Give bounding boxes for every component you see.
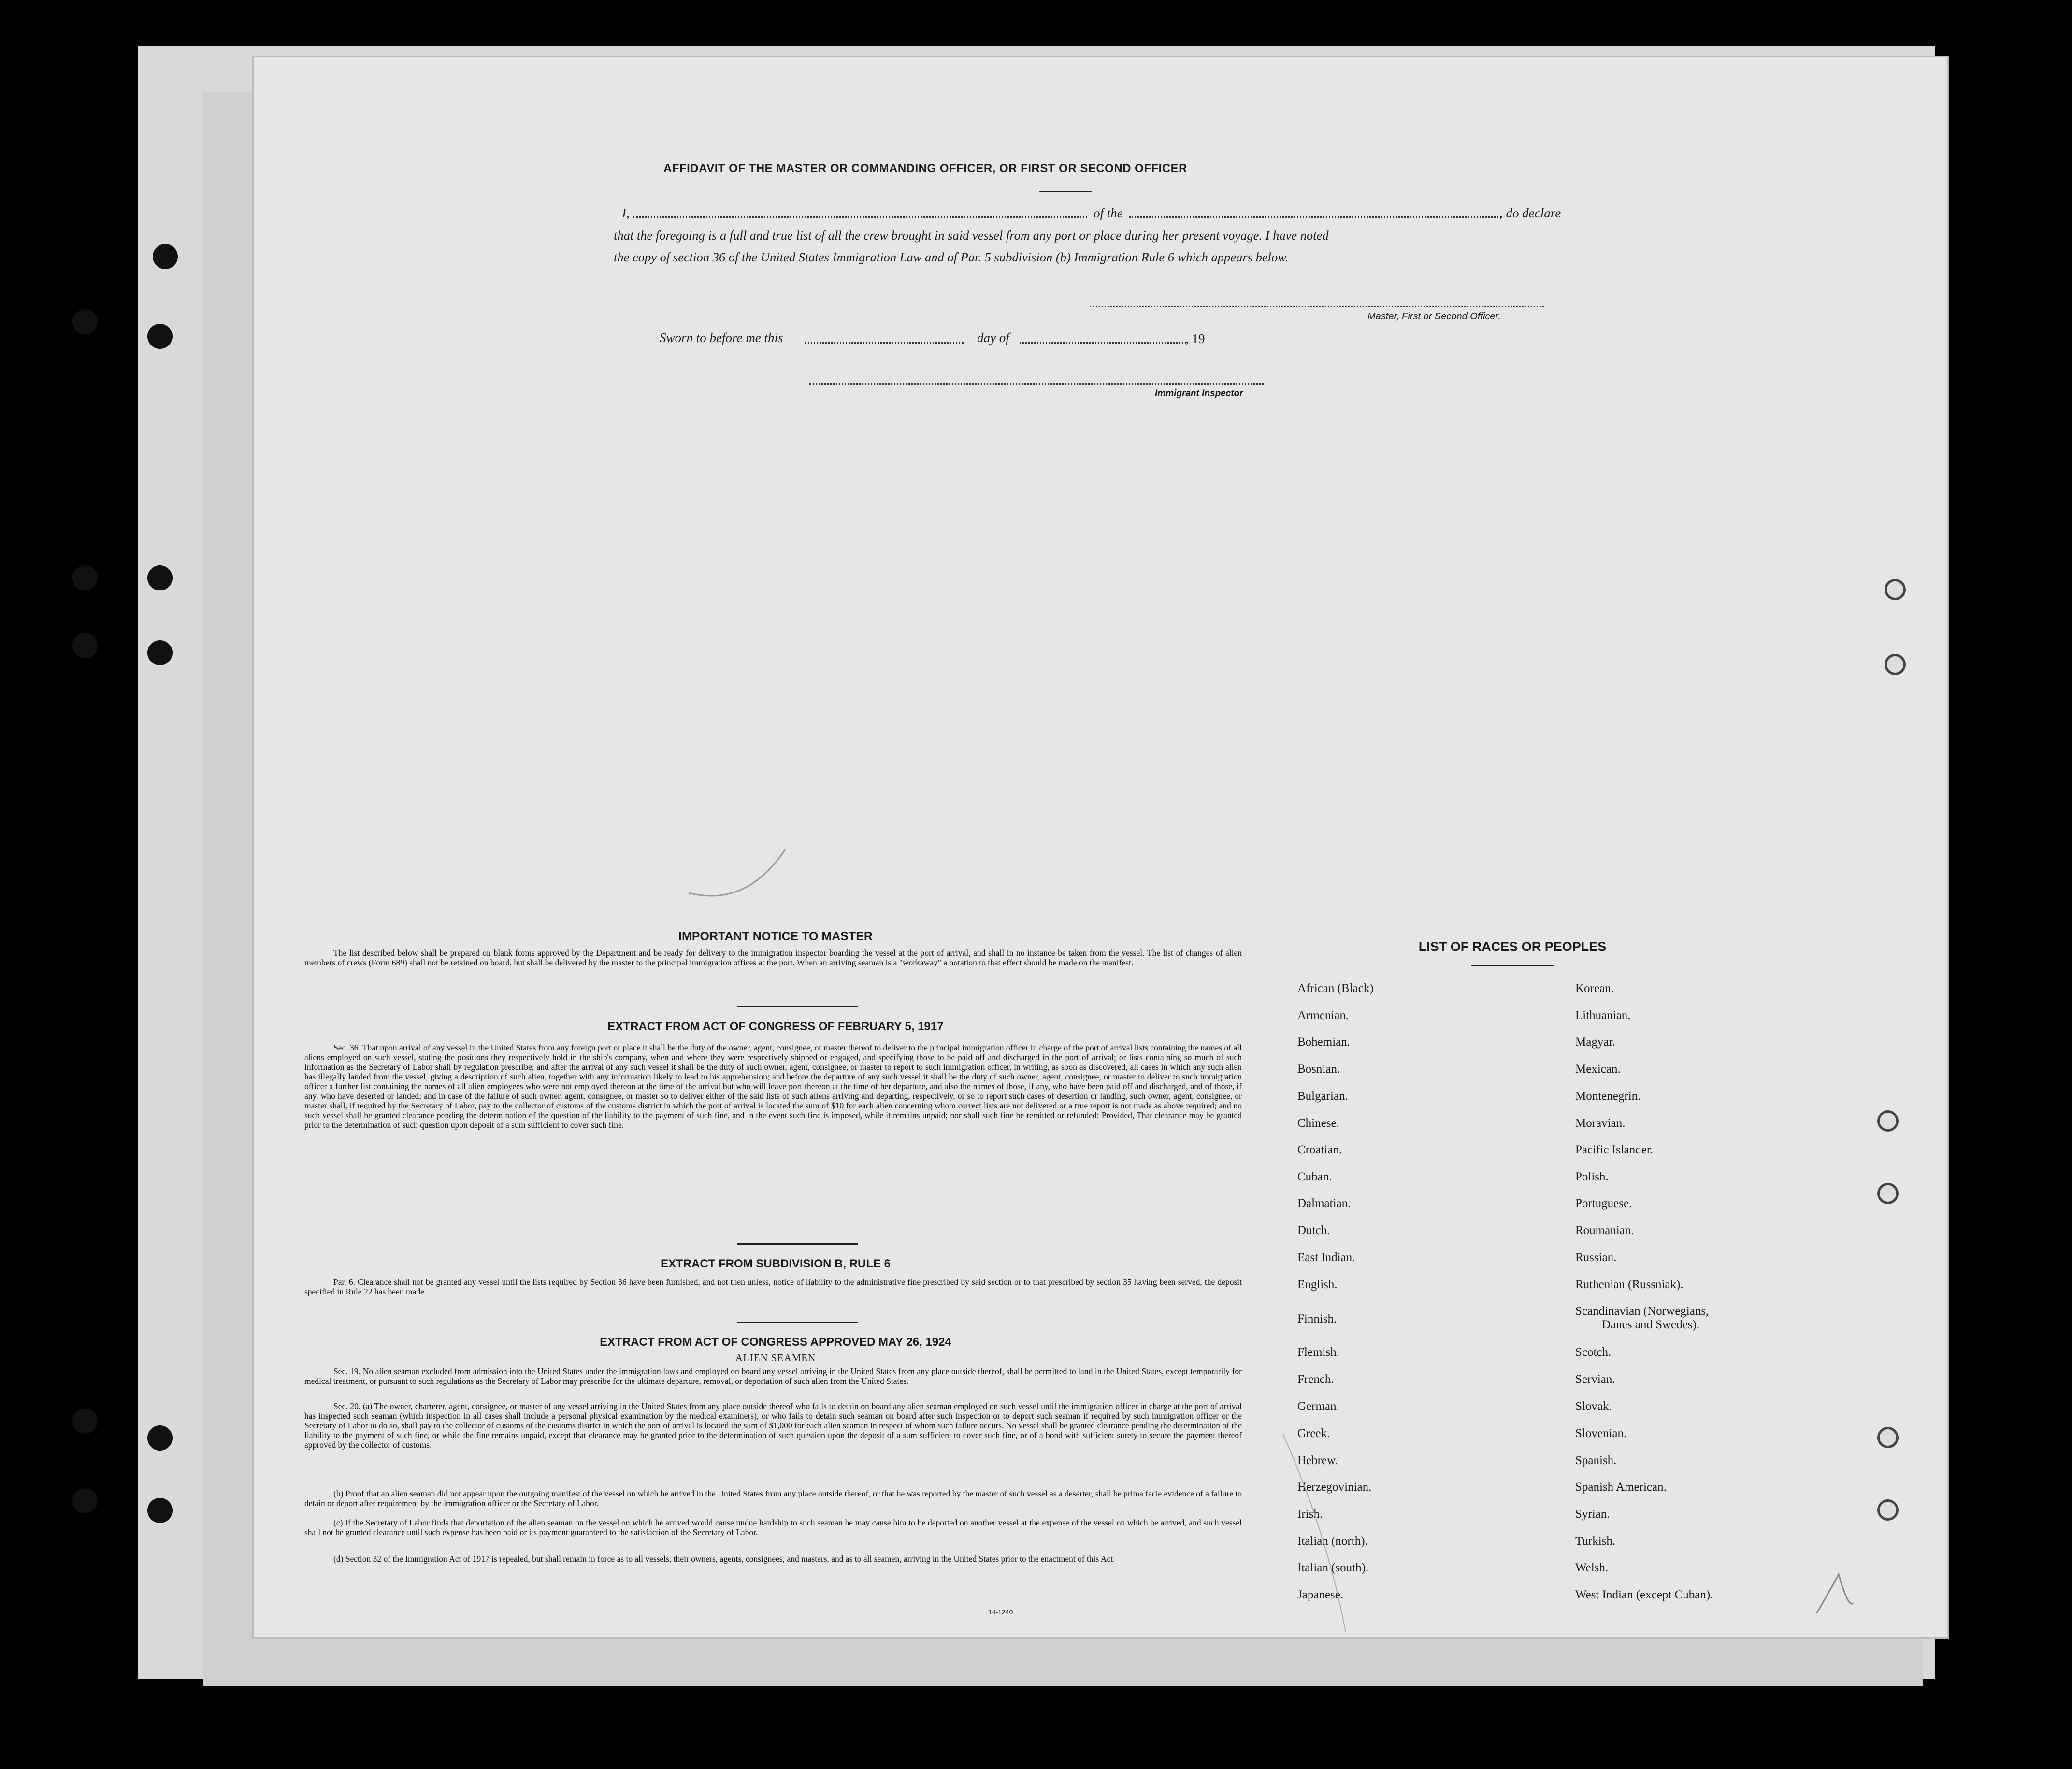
race-item: Italian (north). (1297, 1535, 1368, 1548)
race-item: Bohemian. (1297, 1036, 1351, 1049)
affidavit-of-the-label: of the (1094, 206, 1123, 220)
race-item: African (Black) (1297, 982, 1374, 995)
rule6-title: EXTRACT FROM SUBDIVISION B, RULE 6 (660, 1257, 891, 1270)
form-number: 14-1240 (988, 1608, 1013, 1616)
pencil-marks (254, 57, 1947, 1637)
race-item: Montenegrin. (1575, 1090, 1641, 1103)
day-of-label: day of (977, 331, 1009, 345)
race-item: Korean. (1575, 982, 1614, 995)
extract-1917-title: EXTRACT FROM ACT OF CONGRESS OF FEBRUARY 5, 1917 (607, 1020, 944, 1033)
race-item: East Indian. (1297, 1251, 1355, 1264)
binder-hole (147, 640, 173, 665)
race-item: Irish. (1297, 1508, 1323, 1521)
race-item: Finnish. (1297, 1312, 1337, 1325)
notice-title: IMPORTANT NOTICE TO MASTER (678, 930, 873, 943)
sec19-text: Sec. 19. No alien seaman excluded from admission into the United States under the immigration laws and employed on board any vessel arriving in the United States from any place outside thereof, shall be permitted to land in the United States, except temporarily for medical treatment, or pursuant to such regulations as the Secretary of Labor may prescribe for the ultimate departure, removal, or deportation of such alien from the United States. (304, 1366, 1242, 1386)
race-item: Scotch. (1575, 1346, 1612, 1359)
race-item: Dalmatian. (1297, 1197, 1351, 1210)
race-item: Welsh. (1575, 1561, 1609, 1574)
rule6-text: Par. 6. Clearance shall not be granted any vessel until the lists required by Section 36 have been furnished, and not then unless, notice of liability to the administrative fine prescribed by said section or to that prescribed by section 35 having been served, the deposit specified in Rule 22 has been made. (304, 1277, 1242, 1296)
race-item: Greek. (1297, 1427, 1330, 1440)
race-item: Pacific Islander. (1575, 1143, 1654, 1156)
race-item: Chinese. (1297, 1117, 1339, 1130)
race-item: Polish. (1575, 1170, 1609, 1183)
race-item: Portuguese. (1575, 1197, 1632, 1210)
affidavit-title: AFFIDAVIT OF THE MASTER OR COMMANDING OFFICER, OR FIRST OR SECOND OFFICER (663, 162, 1188, 175)
binder-hole (72, 1488, 98, 1513)
sec20d-text: (d) Section 32 of the Immigration Act of 1917 is repealed, but shall remain in force as to all vessels, their owners, agents, consignees, and masters, and as to all seamen, arriving in the United States prior to the enactment of this Act. (333, 1554, 1115, 1564)
race-item: Roumanian. (1575, 1224, 1634, 1237)
race-item: German. (1297, 1400, 1339, 1413)
year-label: , 19 (1185, 331, 1205, 346)
race-item: Magyar. (1575, 1036, 1615, 1049)
affidavit-text-line2: that the foregoing is a full and true list of all the crew brought in said vessel from any port or place during her present voyage. I have noted (614, 228, 1329, 243)
race-item: Mexican. (1575, 1063, 1621, 1076)
race-item: Syrian. (1575, 1508, 1610, 1521)
race-item: Hebrew. (1297, 1454, 1338, 1467)
sec20b-text: (b) Proof that an alien seaman did not appear upon the outgoing manifest of the vessel on which he arrived in the United States from any place outside thereof, or that he was reported by the master of such vessel as a deserter, shall be prima facie evidence of a failure to detain or deport after requirement by the immigration officer or the Secretary of Labor. (304, 1489, 1242, 1508)
binder-hole (147, 565, 173, 590)
race-item: Lithuanian. (1575, 1009, 1631, 1022)
extract-1924-title: EXTRACT FROM ACT OF CONGRESS APPROVED MAY 26, 1924 (600, 1336, 951, 1349)
race-item: Slovak. (1575, 1400, 1612, 1413)
race-item: English. (1297, 1278, 1338, 1291)
race-item: Slovenian. (1575, 1427, 1627, 1440)
race-item: Dutch. (1297, 1224, 1330, 1237)
master-caption: Master, First or Second Officer. (1367, 311, 1501, 322)
extract-1917-text: Sec. 36. That upon arrival of any vessel in the United States from any foreign port or place it shall be the duty of the owner, agent, consignee, or master thereof to deliver to the principal immigration officer in charge of the port of arrival lists containing the names of all aliens employed on such vessel, stating the positions they respectively hold in the ship's company, when and where they were respectively shipped or engaged, and specifying those to be paid off and discharged in the port of arrival; or lists containing so much of such information as the Secretary of Labor shall by regulation prescribe; and after the arrival of any such vessel it shall be the duty of such owner, agent, consignee, or master to report to such immigration officer, in writing, as soon as discovered, all cases in which any such alien has illegally landed from the vessel, giving a description of such alien, together with any information likely to lead to his apprehension; and before the departure of any such vessel it shall be the duty of such owner, agent, consignee, or master to deliver to such immigration officer a further list containing the names of all alien employees who were not employed thereon at the time of the arrival but who will leave port thereon at the time of her departure, and also the names of those, if any, who have been paid off and discharged, and of those, if any, who have deserted or landed; and in case of the failure of such owner, agent, consignee, or master so to deliver either of the said lists of such aliens arriving and departing, respectively, or so to report such cases of desertion or landing, such owner, agent, consignee, or master shall, if required by the Secretary of Labor, pay to the collector of customs of the customs district in which the port of arrival is located the sum of $10 for each alien concerning whom correct lists are not delivered or a true report is not made as above required; and no such vessel shall be granted clearance pending the determination of the question of the liability to the payment of such fine, and in the event such fine is imposed, while it remains unpaid; nor shall such fine be remitted or refunded: Provided, That clearance may be granted prior to the determination of such question upon deposit of a sum sufficient to cover such fine. (304, 1043, 1242, 1130)
race-item: Cuban. (1297, 1170, 1332, 1183)
binder-hole (72, 633, 98, 658)
race-item: Russian. (1575, 1251, 1617, 1264)
race-item: Italian (south). (1297, 1561, 1369, 1574)
extract-1924-subtitle: ALIEN SEAMEN (735, 1352, 816, 1364)
race-item: Bulgarian. (1297, 1090, 1348, 1103)
race-item: Spanish. (1575, 1454, 1617, 1467)
races-title: LIST OF RACES OR PEOPLES (1418, 939, 1607, 954)
race-item: Croatian. (1297, 1143, 1342, 1156)
race-item: Moravian. (1575, 1117, 1626, 1130)
race-item: Herzegovinian. (1297, 1481, 1372, 1494)
binder-hole (72, 565, 98, 590)
race-item: Scandinavian (Norwegians, (1575, 1305, 1709, 1318)
race-item: Bosnian. (1297, 1063, 1340, 1076)
race-item: Flemish. (1297, 1346, 1339, 1359)
race-item: West Indian (except Cuban). (1575, 1588, 1713, 1601)
race-item: Turkish. (1575, 1535, 1616, 1548)
binder-hole (147, 324, 173, 349)
binder-hole (72, 1409, 98, 1434)
affidavit-i-label: I, (622, 206, 630, 220)
race-item: Danes and Swedes). (1602, 1318, 1700, 1331)
sworn-label: Sworn to before me this (660, 331, 783, 345)
affidavit-declare-label: , do declare (1499, 206, 1561, 220)
race-item: Armenian. (1297, 1009, 1349, 1022)
race-item: Ruthenian (Russniak). (1575, 1278, 1684, 1291)
race-item: Servian. (1575, 1373, 1615, 1386)
binder-hole (147, 1498, 173, 1523)
sec20c-text: (c) If the Secretary of Labor finds that deportation of the alien seaman on the vessel on which he arrived would cause undue hardship to such seaman he may cause him to be deported on another vessel at the expense of the vessel on which he arrived, and such vessel shall not be granted clearance until such expense has been paid or its payment guaranteed to the satisfaction of the Secretary of Labor. (304, 1518, 1242, 1537)
inspector-caption: Immigrant Inspector (1155, 388, 1243, 399)
binder-hole (147, 1425, 173, 1451)
race-item: Spanish American. (1575, 1481, 1667, 1494)
notice-text: The list described below shall be prepared on blank forms approved by the Department and be ready for delivery to the immigration inspector boarding the vessel at the port of arrival, and shall in no instance be taken from the vessel. The list of changes of alien members of crews (Form 689) shall not be retained on board, but shall be delivered by the master to the principal immigration offices at the port. When an arriving seaman is a "workaway" a notation to that effect should be made on the manifest. (304, 948, 1242, 967)
affidavit-text-line3: the copy of section 36 of the United States Immigration Law and of Par. 5 subdivision (b) Immigration Rule 6 which appears below. (614, 250, 1289, 264)
race-item: Japanese. (1297, 1588, 1344, 1601)
race-item: French. (1297, 1373, 1334, 1386)
sec20a-text: Sec. 20. (a) The owner, charterer, agent, consignee, or master of any vessel arriving in the United States from any place outside thereof who fails to detain on board any alien seaman employed on such vessel until the immigration officer in charge at the port of arrival has inspected such seaman (which inspection in all cases shall include a personal physical examination by the medical examiners), or who fails to detain such seaman on board after such inspection or to deport such seaman if required by such immigration officer or the Secretary of Labor to do so, shall pay to the collector of customs of the customs district in which the port of arrival is located the sum of $1,000 for each alien seaman in respect of whom such failure occurs. No vessel shall be granted clearance pending the determination of the liability to the payment of such fine, or while the fine remains unpaid, except that clearance may be granted prior to the determination of such question upon the deposit of a sum sufficient to cover such fine, or of a bond with sufficient surety to secure the payment thereof approved by the collector of customs. (304, 1401, 1242, 1450)
binder-hole (153, 244, 178, 269)
binder-hole (72, 309, 98, 334)
form-page (254, 57, 1947, 1637)
